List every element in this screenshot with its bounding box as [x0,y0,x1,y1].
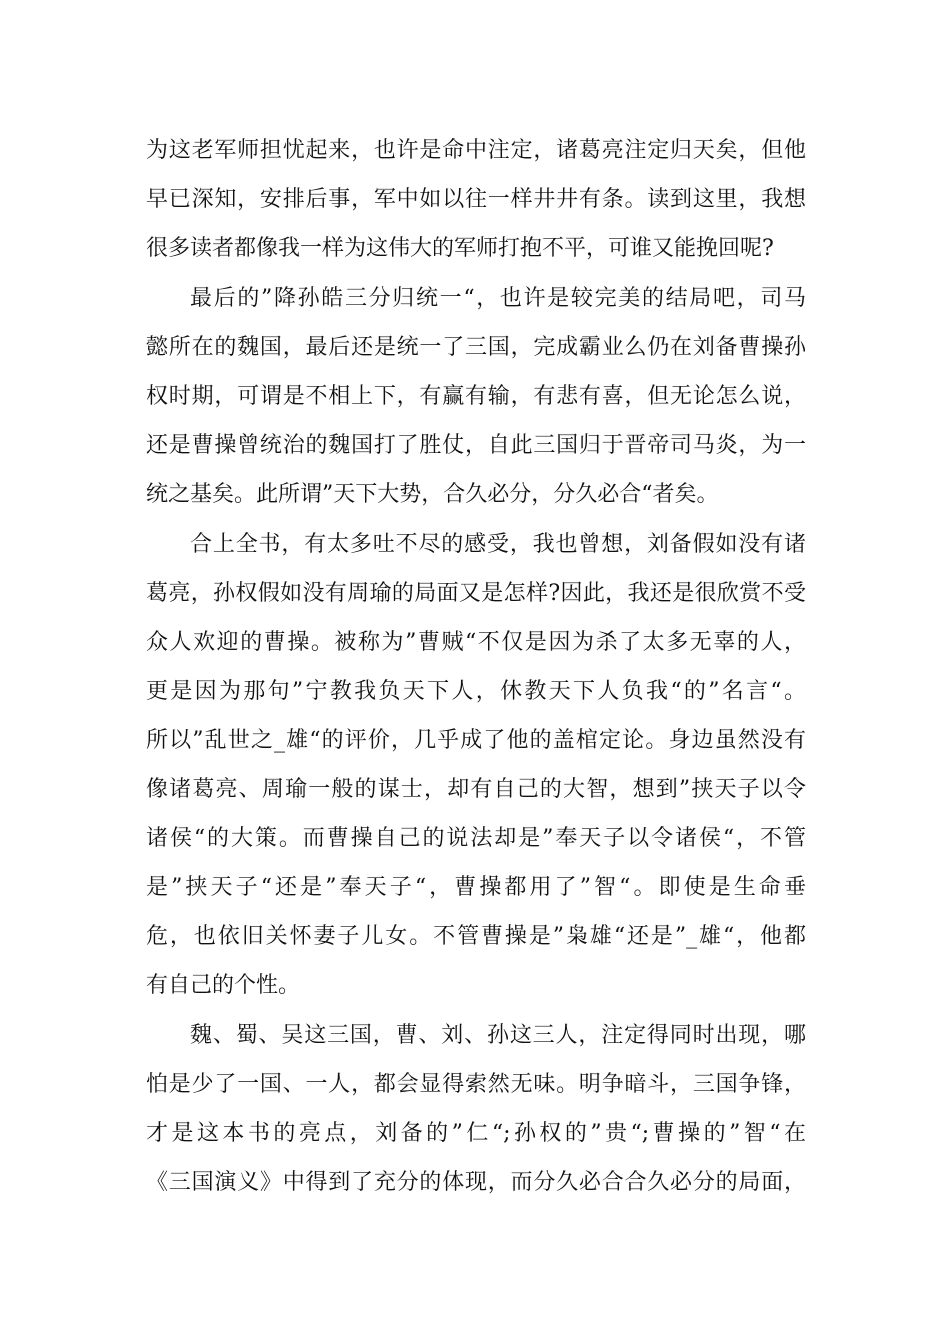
document-body [146,126,806,1207]
text-line: 统之基矣。此所谓”天下大势，合久必分，分久必合“者矣。 [146,482,719,507]
text-line: 最后的”降孙皓三分归统一“，也许是较完美的结局吧，司马 [190,286,806,311]
text-line: 早已深知，安排后事，军中如以往一样井井有条。读到这里，我想 [146,187,806,212]
text-line: 为这老军师担忧起来，也许是命中注定，诸葛亮注定归天矣，但他 [146,138,806,163]
text-line: 才是这本书的亮点，刘备的”仁“;孙权的”贵“;曹操的”智“在 [146,1121,806,1146]
text-line: 危，也依旧关怀妻子儿女。不管曹操是”枭雄“还是”_雄“，他都 [146,924,806,949]
paragraph-4 [146,1011,806,1207]
paragraph-1 [146,126,806,273]
text-line: 《三国演义》中得到了充分的体现，而分久必合合久必分的局面， [146,1170,806,1195]
text-line: 还是曹操曾统治的魏国打了胜仗，自此三国归于晋帝司马炎，为一 [146,433,806,458]
text-line: 是”挟天子“还是”奉天子“，曹操都用了”智“。即使是生命垂 [146,875,806,900]
text-line: 葛亮，孙权假如没有周瑜的局面又是怎样?因此，我还是很欣赏不受 [146,581,806,606]
text-line: 魏、蜀、吴这三国，曹、刘、孙这三人，注定得同时出现，哪 [190,1023,806,1048]
text-line: 诸侯“的大策。而曹操自己的说法却是”奉天子以令诸侯“，不管 [146,826,806,851]
text-line: 像诸葛亮、周瑜一般的谋士，却有自己的大智，想到”挟天子以令 [146,777,806,802]
text-line: 所以”乱世之_雄“的评价，几乎成了他的盖棺定论。身边虽然没有 [146,728,806,753]
text-line: 怕是少了一国、一人，都会显得索然无味。明争暗斗，三国争锋， [146,1072,806,1097]
text-line: 众人欢迎的曹操。被称为”曹贼“不仅是因为杀了太多无辜的人， [146,630,806,655]
paragraph-3 [146,520,806,1010]
text-line: 有自己的个性。 [146,973,301,998]
paragraph-2 [146,274,806,519]
text-line: 懿所在的魏国，最后还是统一了三国，完成霸业么仍在刘备曹操孙 [146,335,806,360]
text-line: 很多读者都像我一样为这伟大的军师打抱不平，可谁又能挽回呢? [146,236,774,261]
text-line: 合上全书，有太多吐不尽的感受，我也曾想，刘备假如没有诸 [190,532,806,557]
text-line: 更是因为那句”宁教我负天下人，休教天下人负我“的”名言“。 [146,679,806,704]
text-line: 权时期，可谓是不相上下，有赢有输，有悲有喜，但无论怎么说， [146,384,806,409]
